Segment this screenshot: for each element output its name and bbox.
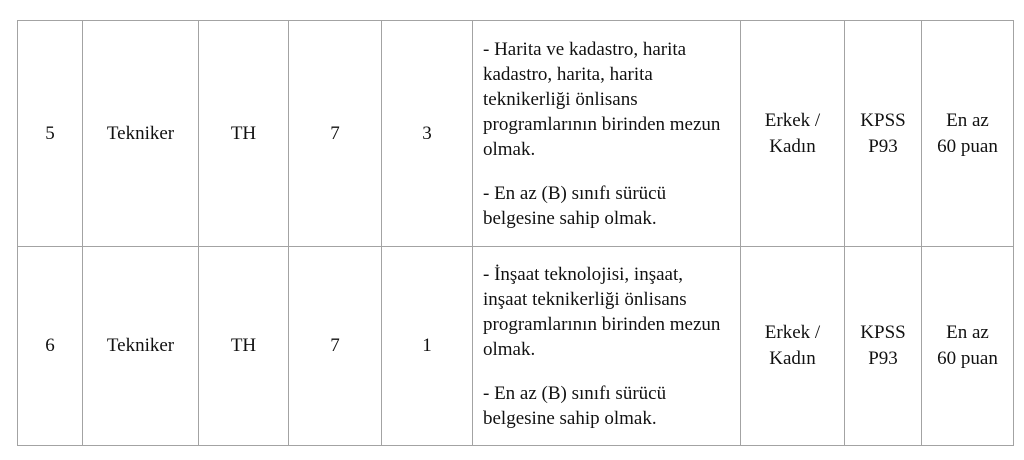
min-score-cell xyxy=(922,21,1014,247)
grade: 7 xyxy=(289,21,382,247)
position-count: 1 xyxy=(382,247,473,446)
table-row xyxy=(18,21,1014,247)
requirements-cell xyxy=(473,21,741,247)
row-number: 6 xyxy=(18,247,83,446)
exam-cell xyxy=(845,247,922,446)
gender-line-1: Erkek / xyxy=(764,322,821,343)
exam-line-1: KPSS xyxy=(860,322,906,343)
grade: 7 xyxy=(289,247,382,446)
min-score-line-2: 60 puan xyxy=(937,348,998,369)
class-code: TH xyxy=(199,247,289,446)
exam-cell xyxy=(845,21,922,247)
requirement-education: - Harita ve kadastro, harita kadastro, harita, harita teknikerliği önlisans programlarının birinden mezun olmak. xyxy=(483,38,721,160)
gender-line-1: Erkek / xyxy=(764,109,821,131)
exam-line-2: P93 xyxy=(868,348,898,369)
class-code: TH xyxy=(199,21,289,247)
row-number: 5 xyxy=(18,21,83,247)
requirements-cell xyxy=(473,247,741,446)
gender-cell xyxy=(741,21,845,247)
requirement-license: - En az (B) sınıfı sürücü belgesine sahip olmak. xyxy=(483,382,667,429)
exam-line-2: P93 xyxy=(868,135,898,157)
min-score-cell xyxy=(922,247,1014,446)
gender-cell xyxy=(741,247,845,446)
requirement-license: - En az (B) sınıfı sürücü belgesine sahip olmak. xyxy=(483,182,667,229)
exam-line-1: KPSS xyxy=(860,109,906,131)
gender-line-2: Kadın xyxy=(769,135,816,157)
table-row xyxy=(18,247,1014,446)
min-score-line-2: 60 puan xyxy=(937,135,998,157)
requirement-education: - İnşaat teknolojisi, inşaat, inşaat teknikerliği önlisans programlarının birinden mezun olmak. xyxy=(483,263,721,360)
min-score-line-1: En az xyxy=(946,109,989,131)
position-title: Tekniker xyxy=(83,247,199,446)
position-title: Tekniker xyxy=(83,21,199,247)
position-requirements-table xyxy=(17,20,1014,446)
min-score-line-1: En az xyxy=(946,322,989,343)
gender-line-2: Kadın xyxy=(769,348,816,369)
position-count: 3 xyxy=(382,21,473,247)
